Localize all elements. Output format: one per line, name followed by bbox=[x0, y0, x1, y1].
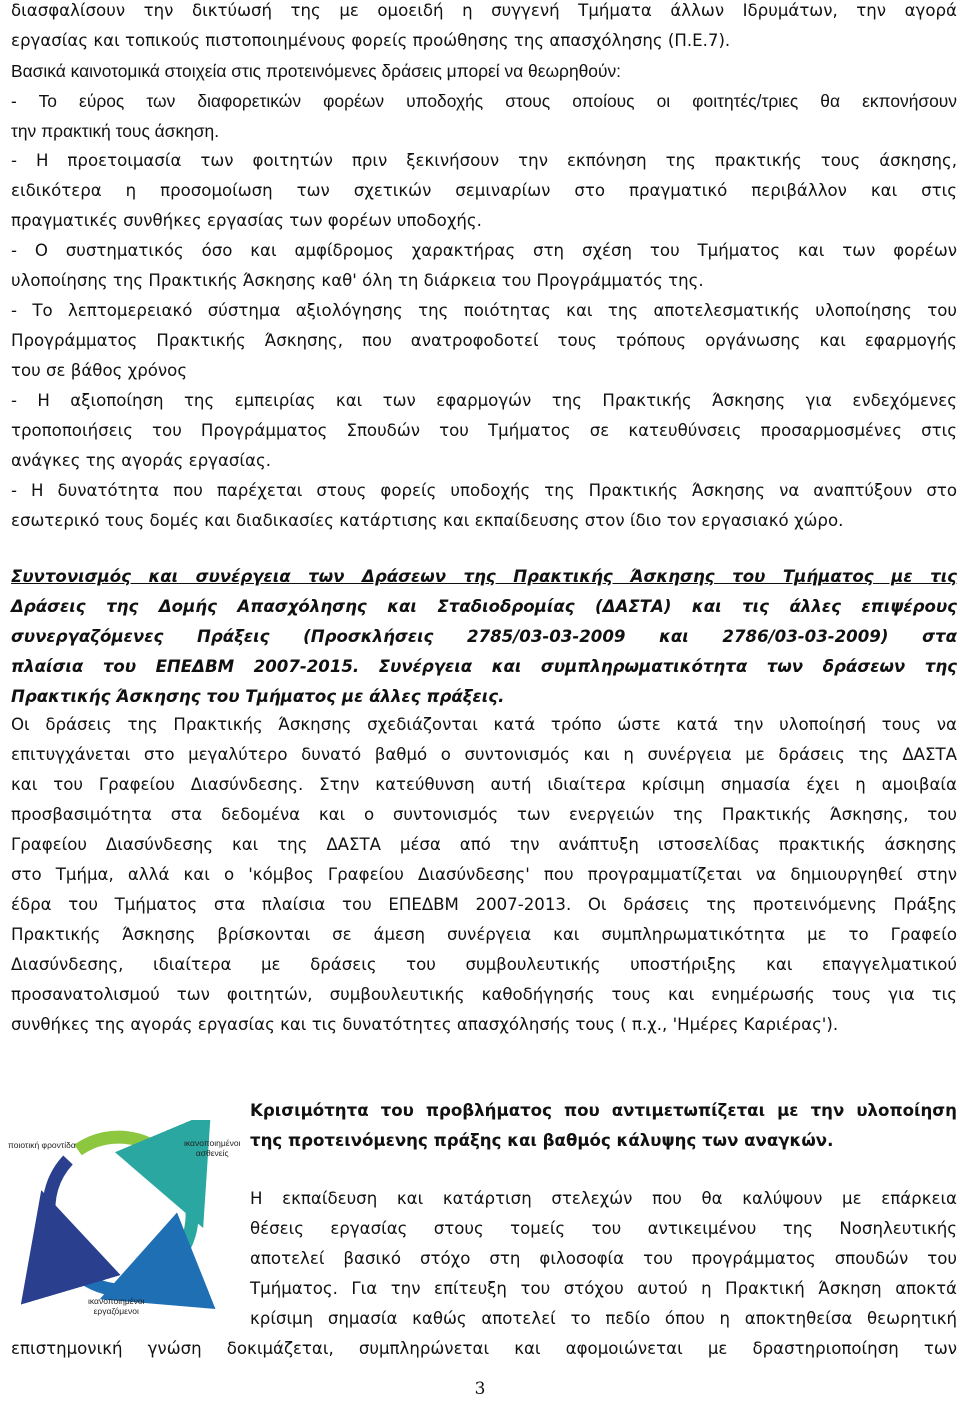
graphic-label-patients: ικανοποιημένοι ασθενείς bbox=[184, 1138, 241, 1158]
text-line: θέσεις εργασίας στους τομείς του αντικειμένου της Νοσηλευτικής bbox=[250, 1219, 957, 1238]
text-line: Γραφείου Διασύνδεσης και της ΔΑΣΤΑ μέσα από την ανάπτυξη ιστοσελίδας πρακτικής άσκησης bbox=[11, 835, 957, 854]
cycle-arc-navy bbox=[49, 1160, 68, 1220]
bullet-line: - Ο συστηματικός όσο και αμφίδρομος χαρακτήρας στη σχέση του Τμήματος και των φορέων bbox=[11, 241, 957, 260]
text-line: αποτελεί βασικό στόχο στη φιλοσοφία του προγράμματος σπουδών του bbox=[250, 1249, 957, 1268]
text-line: Η εκπαίδευση και κατάρτιση στελεχών που θα καλύψουν με επάρκεια bbox=[250, 1189, 957, 1208]
text-line: κρίσιμη σημασία καθώς αποτελεί το πεδίο όπου η αποκτηθείσα θεωρητική bbox=[250, 1309, 957, 1328]
bullet-line: - Η αξιοποίηση της εμπειρίας και των εφαρμογών της Πρακτικής Άσκησης για ενδεχόμενες bbox=[11, 391, 957, 410]
bullet-line: - Η δυνατότητα που παρέχεται στους φορείς υποδοχής της Πρακτικής Άσκησης να αναπτύξουν στο bbox=[11, 481, 957, 500]
text-line: συνθήκες της αγοράς εργασίας και τις δυνατότητες απασχόλησής τους ( π.χ., 'Ημέρες Καριέρας'). bbox=[11, 1015, 839, 1034]
bullet-line: ανάγκες της αγοράς εργασίας. bbox=[11, 451, 271, 470]
bullet-line: ειδικότερα η προσομοίωση των σχετικών σεμιναρίων στο πραγματικό περιβάλλον και στις bbox=[11, 181, 957, 200]
bullet-line: πραγματικές συνθήκες εργασίας των φορέων υποδοχής. bbox=[11, 211, 482, 230]
section-heading-line: της προτεινόμενης πράξης και βαθμός κάλυψης των αναγκών. bbox=[250, 1131, 834, 1150]
bullet-line: τροποποιήσεις του Προγράμματος Σπουδών του Τμήματος σε κατευθύνσεις προσαρμοσμένες στις bbox=[11, 421, 957, 440]
section-heading-line: Συντονισμός και συνέργεια των Δράσεων της Πρακτικής Άσκησης του Τμήματος με τις bbox=[11, 567, 957, 586]
text-line: και του Γραφείου Διασύνδεσης. Στην κατεύθυνση αυτή ιδιαίτερα κρίσιμη σημασία έχει η αμοιβαία bbox=[11, 775, 957, 794]
text-line: Διασύνδεσης, ιδιαίτερα με δράσεις του συμβουλευτικής υποστήριξης και επαγγελματικού bbox=[11, 955, 957, 974]
section-heading-line: Δράσεις της Δομής Απασχόλησης και Σταδιοδρομίας (ΔΑΣΤΑ) και τις άλλες επιψέρους bbox=[11, 597, 957, 616]
cycle-arc-blue bbox=[56, 1240, 128, 1290]
text-line: προσβασιμότητα στα δεδομένα και ο συντονισμός των ενεργειών της Πρακτικής Άσκησης, του bbox=[11, 805, 957, 824]
text-line: Οι δράσεις της Πρακτικής Άσκησης σχεδιάζονται κατά τρόπο ώστε κατά την υλοποίησή τους να bbox=[11, 715, 957, 734]
text-line: στο Τμήμα, αλλά και ο 'κόμβος Γραφείου Διασύνδεσης' που προγραμματίζεται να δημιουργηθεί στην bbox=[11, 865, 957, 884]
bullet-line: υλοποίησης της Πρακτικής Άσκησης καθ' όλη τη διάρκεια του Προγράμματός της. bbox=[11, 271, 704, 290]
text-line: Τμήματος. Για την επίτευξη του στόχου αυτού η Πρακτική Άσκηση αποκτά bbox=[250, 1279, 957, 1298]
text-line: επιτυγχάνεται στο μεγαλύτερο δυνατό βαθμό ο συντονισμός και η συνέργεια με δράσεις της ΔΑΣΤΑ bbox=[11, 745, 957, 764]
bullet-line: Προγράμματος Πρακτικής Άσκησης, που ανατροφοδοτεί τους τρόπους οργάνωσης και εφαρμογής bbox=[11, 331, 957, 350]
text-line: Βασικά καινοτομικά στοιχεία στις προτεινόμενες δράσεις μπορεί να θεωρηθούν: bbox=[11, 61, 621, 81]
text-line: - Το εύρος των διαφορετικών φορέων υποδοχής στους οποίους οι φοιτητές/τριες θα εκπονήσουν bbox=[11, 91, 957, 111]
text-line: επιστημονική γνώση δοκιμάζεται, συμπληρώνεται και αφομοιώνεται με δραστηριοποίηση των bbox=[11, 1339, 957, 1358]
bullet-line: εσωτερικό τους δομές και διαδικασίες κατάρτισης και εκπαίδευσης στον ίδιο τον εργασιακό χώρο. bbox=[11, 511, 844, 530]
page-number: 3 bbox=[474, 1379, 486, 1399]
bullet-line: - Η προετοιμασία των φοιτητών πριν ξεκινήσουν την εκπόνηση της πρακτικής τους άσκησης, bbox=[11, 151, 957, 170]
cycle-arc-teal bbox=[148, 1198, 192, 1280]
graphic-label-quality: ποιοτική φροντίδα bbox=[8, 1140, 76, 1150]
text-line: διασφαλίσουν την δικτύωσή της με ομοειδή η συγγενή Τμήματα άλλων Ιδρυμάτων, την αγορά bbox=[11, 1, 957, 20]
text-line: προσανατολισμού των φοιτητών, συμβουλευτικής καθοδήγησής τους και ενημέρωσής τους για τις bbox=[11, 985, 957, 1004]
section-heading-line: συνεργαζόμενες Πράξεις (Προσκλήσεις 2785/03-03-2009 και 2786/03-03-2009) στα bbox=[11, 627, 957, 646]
text-line: Πρακτικής Άσκησης βρίσκονται σε άμεση συνέργεια και συμπληρωματικότητα με το Γραφείο bbox=[11, 925, 957, 944]
graphic-label-employees: ικανοποιημένοι εργαζόμενοι bbox=[88, 1296, 145, 1316]
bullet-line: του σε βάθος χρόνος bbox=[11, 361, 188, 380]
text-line: την πρακτική τους άσκηση. bbox=[11, 121, 220, 141]
text-line: έδρα του Τμήματος στα πλαίσια του ΕΠΕΔΒΜ 2007-2013. Οι δράσεις της προτεινόμενης Πράξης bbox=[11, 895, 957, 914]
cycle-diagram-image bbox=[8, 1120, 240, 1320]
section-heading-line: πλαίσια του ΕΠΕΔΒΜ 2007-2015. Συνέργεια και συμπληρωματικότητα των δράσεων της bbox=[11, 657, 957, 676]
cycle-arc-green bbox=[78, 1137, 183, 1180]
bullet-line: - Το λεπτομερειακό σύστημα αξιολόγησης της ποιότητας και της αποτελεσματικής υλοποίησης του bbox=[11, 301, 957, 320]
section-heading-line: Πρακτικής Άσκησης του Τμήματος με άλλες πράξεις. bbox=[11, 687, 505, 706]
section-heading-line: Κρισιμότητα του προβλήματος που αντιμετωπίζεται με την υλοποίηση bbox=[250, 1101, 957, 1120]
text-line: εργασίας και τοπικούς πιστοποιημένους φορείς προώθησης της απασχόλησης (Π.Ε.7). bbox=[11, 31, 731, 50]
